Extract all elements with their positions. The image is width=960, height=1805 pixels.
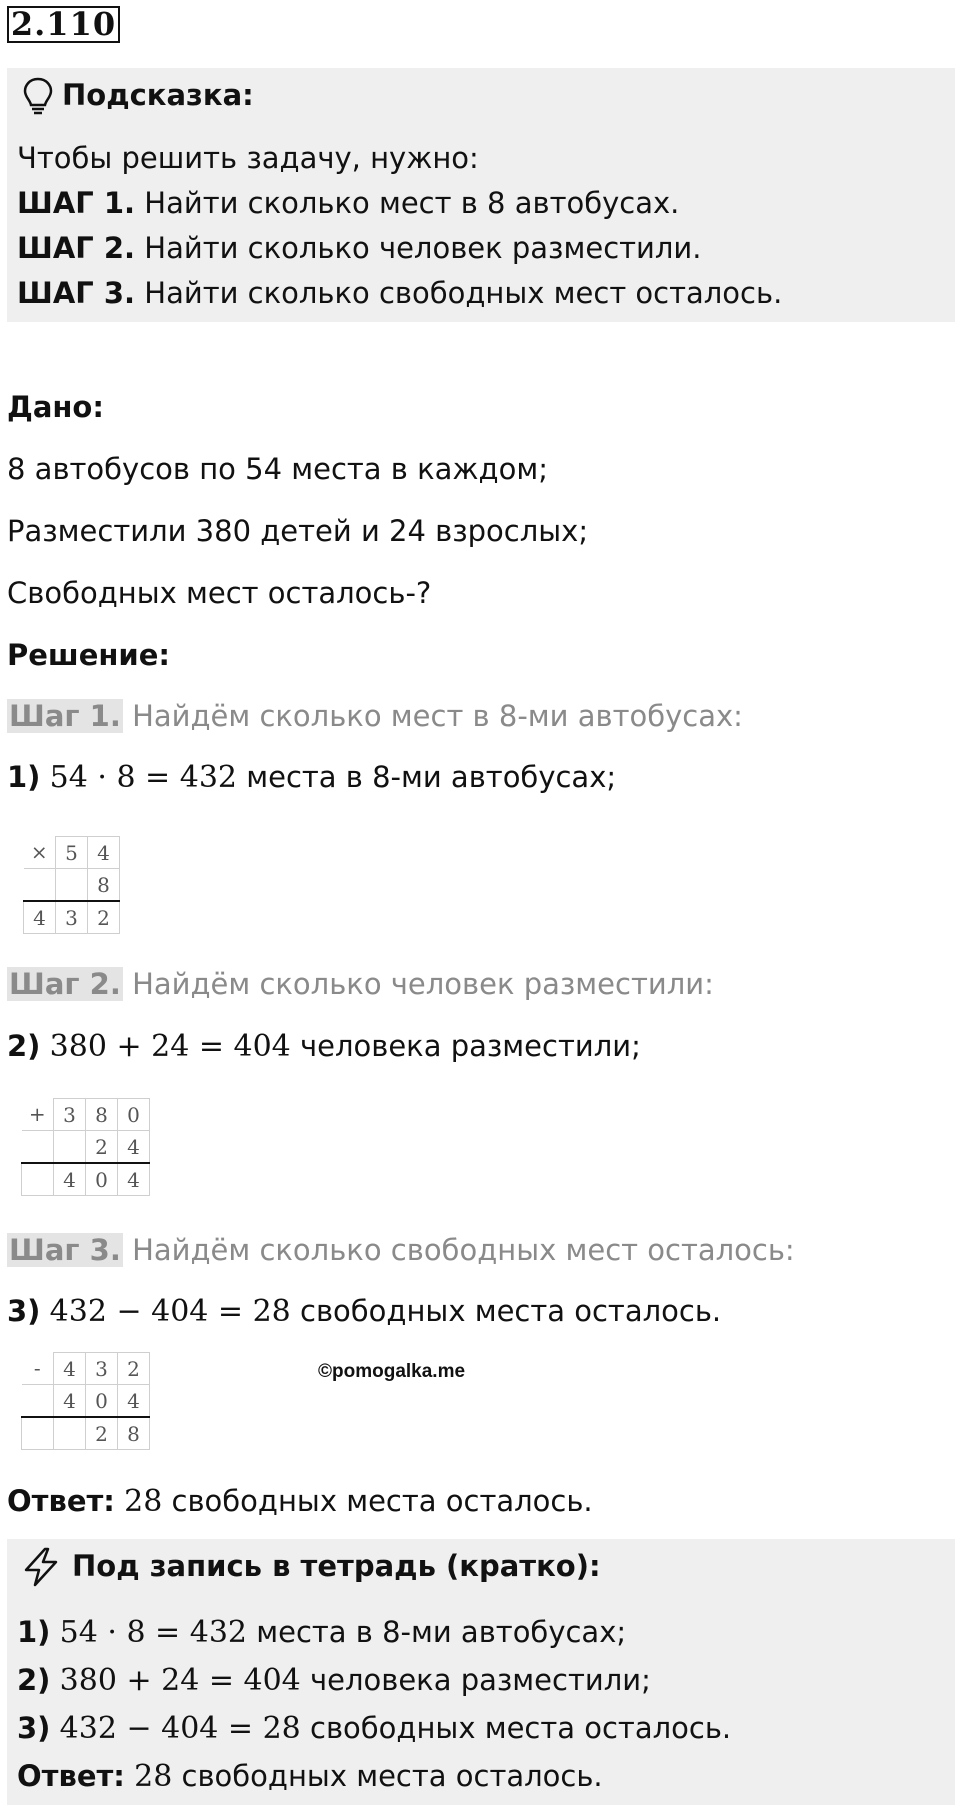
line-text: свободных места осталось. xyxy=(310,1711,732,1745)
calc-cell: 3 xyxy=(56,901,88,934)
math-expression: 380 + 24 = 404 xyxy=(59,1663,301,1698)
hint-box xyxy=(7,68,955,322)
calc-cell: 2 xyxy=(86,1131,118,1164)
lightbulb-icon xyxy=(21,76,55,116)
hint-intro: Чтобы решить задачу, нужно: xyxy=(17,141,479,175)
notebook-answer xyxy=(17,1759,603,1794)
calc-cell: - xyxy=(22,1353,54,1385)
solution-title: Решение: xyxy=(7,638,171,672)
math-expression: 54 · 8 = 432 xyxy=(59,1615,247,1650)
calc-cell xyxy=(56,869,88,902)
hint-step-text: Найти сколько мест в 8 автобусах. xyxy=(144,186,680,220)
calc-cell xyxy=(54,1131,86,1164)
calc-cell: 3 xyxy=(54,1099,86,1131)
given-line: Свободных мест осталось-? xyxy=(7,576,432,610)
answer-text: свободных места осталось. xyxy=(181,1759,603,1793)
calc-cell: 5 xyxy=(56,837,88,869)
hint-step xyxy=(17,231,701,265)
step-label: Шаг 3. xyxy=(9,1233,121,1267)
math-expression: 432 − 404 = 28 xyxy=(49,1294,291,1329)
calc-cell: 2 xyxy=(88,901,120,934)
problem-number: 2.110 xyxy=(7,6,120,43)
answer-label: Ответ: xyxy=(17,1759,125,1793)
calc-cell: 4 xyxy=(54,1385,86,1418)
line-text: места в 8-ми автобусах; xyxy=(256,1615,627,1649)
line-text: человека разместили; xyxy=(300,1029,641,1063)
watermark: ©pomogalka.me xyxy=(318,1361,466,1382)
column-addition xyxy=(21,1098,150,1196)
given-line: 8 автобусов по 54 места в каждом; xyxy=(7,452,548,486)
calc-cell: 0 xyxy=(86,1163,118,1196)
answer-text: свободных места осталось. xyxy=(171,1484,593,1518)
hint-step-label: ШАГ 3. xyxy=(17,276,136,310)
step-text: Найдём сколько свободных мест осталось: xyxy=(132,1233,795,1267)
calc-cell: 3 xyxy=(86,1353,118,1385)
notebook-box xyxy=(7,1539,955,1805)
hint-step-text: Найти сколько человек разместили. xyxy=(144,231,702,265)
math-expression: 432 − 404 = 28 xyxy=(59,1711,301,1746)
calc-cell: 4 xyxy=(24,901,56,934)
answer-label: Ответ: xyxy=(7,1484,115,1518)
calc-cell: × xyxy=(24,837,56,869)
answer-value: 28 xyxy=(134,1759,173,1794)
lightning-icon xyxy=(21,1546,61,1588)
solution-line xyxy=(7,1029,641,1064)
line-number: 2) xyxy=(17,1663,51,1697)
calc-cell xyxy=(22,1385,54,1418)
line-number: 1) xyxy=(7,760,41,794)
answer-line xyxy=(7,1484,593,1519)
step-heading xyxy=(7,1233,795,1267)
calc-cell: 0 xyxy=(118,1099,150,1131)
notebook-line xyxy=(17,1615,626,1650)
hint-step xyxy=(17,186,679,220)
calc-cell: 0 xyxy=(86,1385,118,1418)
line-text: места в 8-ми автобусах; xyxy=(246,760,617,794)
math-expression: 380 + 24 = 404 xyxy=(49,1029,291,1064)
calc-cell: 8 xyxy=(88,869,120,902)
calc-cell xyxy=(22,1163,54,1196)
hint-step-label: ШАГ 2. xyxy=(17,231,136,265)
calc-cell: 4 xyxy=(54,1353,86,1385)
calc-cell xyxy=(54,1417,86,1450)
notebook-line xyxy=(17,1711,731,1746)
calc-cell: 2 xyxy=(86,1417,118,1450)
step-text: Найдём сколько мест в 8-ми автобусах: xyxy=(132,699,743,733)
column-subtraction xyxy=(21,1352,150,1450)
calc-cell: 4 xyxy=(88,837,120,869)
column-multiplication xyxy=(23,836,120,934)
notebook-title: Под запись в тетрадь (кратко): xyxy=(72,1549,601,1583)
line-number: 3) xyxy=(7,1294,41,1328)
calc-cell: 4 xyxy=(118,1131,150,1164)
step-label: Шаг 1. xyxy=(9,699,121,733)
answer-value: 28 xyxy=(124,1484,163,1519)
hint-title: Подсказка: xyxy=(62,78,254,112)
hint-step-text: Найти сколько свободных мест осталось. xyxy=(144,276,783,310)
line-number: 1) xyxy=(17,1615,51,1649)
given-line: Разместили 380 детей и 24 взрослых; xyxy=(7,514,589,548)
solution-line xyxy=(7,1294,721,1329)
given-title: Дано: xyxy=(7,390,104,424)
calc-cell: 4 xyxy=(54,1163,86,1196)
hint-step xyxy=(17,276,782,310)
calc-cell: 8 xyxy=(118,1417,150,1450)
calc-cell: + xyxy=(22,1099,54,1131)
calc-cell: 8 xyxy=(86,1099,118,1131)
solution-line xyxy=(7,760,616,795)
line-number: 2) xyxy=(7,1029,41,1063)
calc-cell: 2 xyxy=(118,1353,150,1385)
calc-cell xyxy=(22,1131,54,1164)
calc-cell xyxy=(22,1417,54,1450)
notebook-line xyxy=(17,1663,651,1698)
step-text: Найдём сколько человек разместили: xyxy=(132,967,714,1001)
math-expression: 54 · 8 = 432 xyxy=(49,760,237,795)
step-heading xyxy=(7,967,714,1001)
line-text: свободных места осталось. xyxy=(300,1294,722,1328)
line-text: человека разместили; xyxy=(310,1663,651,1697)
hint-step-label: ШАГ 1. xyxy=(17,186,136,220)
calc-cell: 4 xyxy=(118,1385,150,1418)
calc-cell: 4 xyxy=(118,1163,150,1196)
line-number: 3) xyxy=(17,1711,51,1745)
step-label: Шаг 2. xyxy=(9,967,121,1001)
calc-cell xyxy=(24,869,56,902)
step-heading xyxy=(7,699,743,733)
